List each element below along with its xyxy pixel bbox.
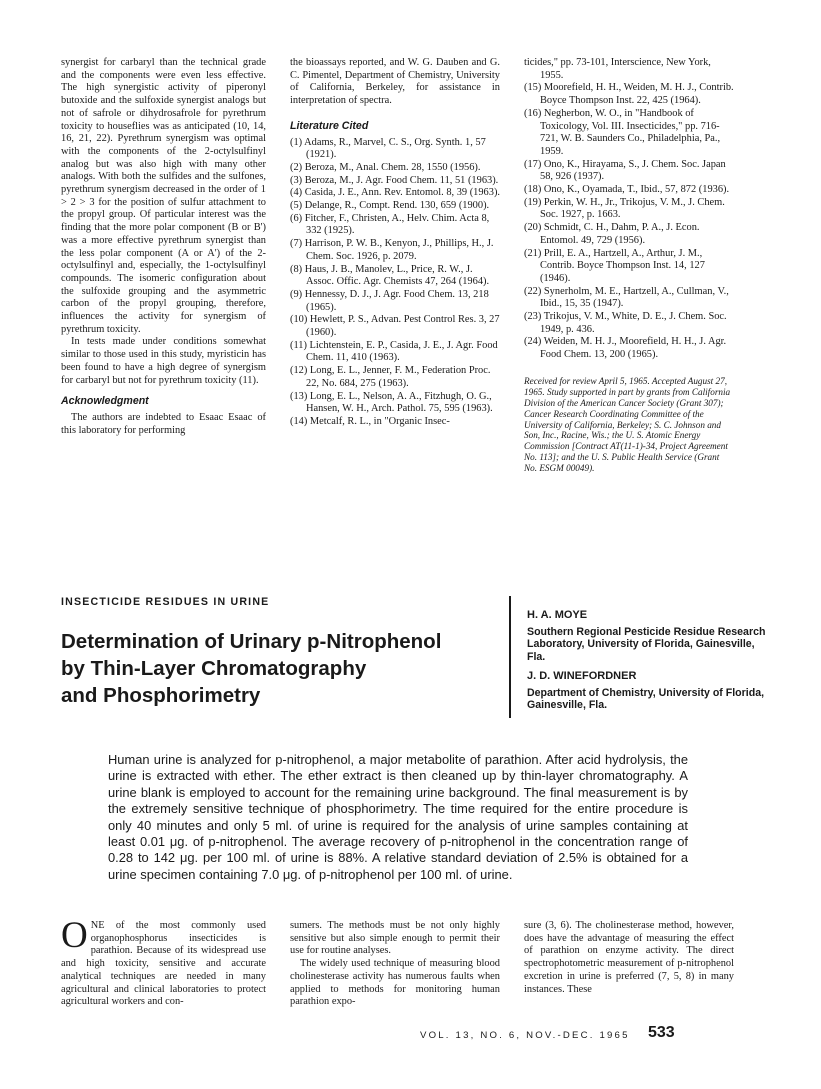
paragraph: The widely used technique of measuring blood cholinesterase activity has numerous faults when applied to methods for monitoring human parathion expo- [290, 958, 500, 1008]
title-line: Determination of Urinary p-Nitrophenol [61, 630, 442, 653]
body-column-1 [61, 915, 266, 1009]
title-line: and Phosphorimetry [61, 684, 261, 707]
paragraph: sure (3, 6). The cholinesterase method, however, does have the advantage of measuring the effect of parathion on enzyme activity. The direct spectrophotometric measurement of p-nitrophenol excretion in urine is preferred (7, 5, 8) in many instances. These [524, 920, 734, 995]
author-block [527, 609, 772, 719]
page-number: 533 [648, 1024, 675, 1041]
reference-list [290, 137, 500, 429]
reference-item: (2) Beroza, M., Anal. Chem. 28, 1550 (1956). [290, 161, 481, 173]
reference-item: (18) Ono, K., Oyamada, T., Ibid., 57, 872 (1936). [524, 184, 730, 196]
paragraph: sumers. The methods must be not only highly sensitive but also simple enough to permit their use for routine analyses. [290, 920, 500, 957]
reference-item: (8) Haus, J. B., Manolev, L., Price, R. W., J. Assoc. Offic. Agr. Chemists 47, 264 (1964). [290, 263, 490, 288]
body-column-2 [290, 920, 500, 1009]
reference-item: (23) Trikojus, V. M., White, D. E., J. Chem. Soc. 1949, p. 436. [524, 311, 727, 335]
reference-item: (20) Schmidt, C. H., Dahm, P. A., J. Econ. Entomol. 49, 729 (1956). [524, 222, 700, 246]
reference-item: (9) Hennessy, D. J., J. Agr. Food Chem. 13, 218 (1965). [290, 288, 489, 313]
journal-footer: VOL. 13, NO. 6, NOV.-DEC. 1965 [420, 1030, 630, 1041]
abstract: Human urine is analyzed for p-nitrophenol, a major metabolite of parathion. After acid hydrolysis, the urine is extracted with ether. The ether extract is then cleaned up by thin-layer chromatography. A urine blank is employed to account for the remaining urine background. The final measurement is by the extremely sensitive technique of phosphorimetry. The time required for the entire procedure is only 40 minutes and only 5 ml. of urine is required for the analysis of urine samples containing at least 0.01 μg. of p-nitrophenol. The average recovery of p-nitrophenol in the concentration range of 0.28 to 142 μg. per 100 ml. of urine is 88%. A relative standard deviation of 2.5% is obtained for a urine specimen containing 7.0 μg. of p-nitrophenol per 100 ml. of urine. [108, 752, 688, 882]
reference-item: ticides," pp. 73-101, Interscience, New York, 1955. [524, 57, 711, 81]
column-1 [61, 57, 266, 437]
paragraph: The authors are indebted to Esaac Esaac of this laboratory for performing [61, 411, 266, 436]
reference-item: (21) Prill, E. A., Hartzell, A., Arthur, J. M., Contrib. Boyce Thompson Inst. 14, 127 (1946). [524, 247, 705, 284]
column-2 [290, 57, 500, 429]
body-column-3 [524, 920, 734, 996]
drop-cap: O [61, 915, 88, 956]
reference-item: (6) Fitcher, F., Christen, A., Helv. Chim. Acta 8, 332 (1925). [290, 212, 490, 237]
reference-item: (16) Negherbon, W. O., in "Handbook of Toxicology, Vol. III. Insecticides," pp. 716-721, W. B. Saunders Co., Philadelphia, Pa., 1959. [524, 107, 721, 157]
author-name: J. D. WINEFORDNER [527, 670, 637, 682]
acknowledgment-heading: Acknowledgment [61, 395, 149, 408]
reference-item: (13) Long, E. L., Nelson, A. A., Fitzhugh, O. G., Hansen, W. H., Arch. Pathol. 75, 595 (1963). [290, 390, 493, 415]
reference-item: (4) Casida, J. E., Ann. Rev. Entomol. 8, 39 (1963). [290, 187, 501, 199]
reference-item: (15) Moorefield, H. H., Weiden, M. H. J., Contrib. Boyce Thompson Inst. 22, 425 (1964). [524, 82, 734, 107]
author-affiliation: Department of Chemistry, University of Florida, Gainesville, Fla. [527, 686, 765, 711]
received-note: Received for review April 5, 1965. Accepted August 27, 1965. Study supported in part by grants from California Division of the American Cancer Society (Grant 307); Cancer Research Coordinating Committee of the University of California, Berkeley; S. C. Johnson and Son, Inc., Racine, Wis.; the U. S. Atomic Energy Commission [Contract AT(11-1)-34, Project Agreement No. 113]; and the U. S. Public Health Service (Grant No. ESGM 00049). [524, 375, 731, 474]
reference-item: (3) Beroza, M., J. Agr. Food Chem. 11, 51 (1963). [290, 174, 499, 186]
reference-item: (17) Ono, K., Hirayama, S., J. Chem. Soc. Japan 58, 926 (1937). [524, 158, 726, 183]
author-name: H. A. MOYE [527, 609, 588, 621]
vertical-divider [509, 596, 511, 718]
title-line: by Thin-Layer Chromatography [61, 657, 367, 680]
paragraph: In tests made under conditions somewhat similar to those used in this study, myristicin has been found to have a high degree of synergism for carbaryl but not for pyrethrum toxicity (11). [61, 336, 266, 386]
paragraph [61, 915, 266, 1009]
paragraph: the bioassays reported, and W. G. Dauben and G. C. Pimentel, Department of Chemistry, University of California, Berkeley, for assistance in interpretation of spectra. [290, 57, 500, 107]
reference-item: (10) Hewlett, P. S., Advan. Pest Control Res. 3, 27 (1960). [290, 314, 500, 339]
author-affiliation: Southern Regional Pesticide Residue Research Laboratory, University of Florida, Gainesville, Fla. [527, 625, 766, 663]
reference-item: (1) Adams, R., Marvel, C. S., Org. Synth. 1, 57 (1921). [290, 136, 486, 161]
section-tag: INSECTICIDE RESIDUES IN URINE [61, 596, 270, 608]
reference-item: (11) Lichtenstein, E. P., Casida, J. E., J. Agr. Food Chem. 11, 410 (1963). [290, 339, 498, 364]
reference-item: (12) Long, E. L., Jenner, F. M., Federation Proc. 22, No. 684, 275 (1963). [290, 365, 491, 389]
reference-item: (7) Harrison, P. W. B., Kenyon, J., Phillips, H., J. Chem. Soc. 1926, p. 2079. [290, 238, 494, 262]
reference-item: (14) Metcalf, R. L., in "Organic Insec- [290, 415, 450, 427]
reference-item: (24) Weiden, M. H. J., Moorefield, H. H., J. Agr. Food Chem. 13, 200 (1965). [524, 336, 727, 361]
article-title [61, 628, 491, 709]
column-3 [524, 57, 734, 474]
reference-item: (19) Perkin, W. H., Jr., Trikojus, V. M., J. Chem. Soc. 1927, p. 1663. [524, 196, 725, 221]
reference-item: (5) Delange, R., Compt. Rend. 130, 659 (1900). [290, 200, 490, 212]
paragraph-text: NE of the most commonly used organophosphorus insecticides is parathion. Because of its widespread use and high toxicity, sensitive and accurate analytical techniques are needed in many agricultural and clinical laboratories to protect agricultural workers and con- [61, 920, 266, 1008]
paragraph: synergist for carbaryl than the technical grade and the components were even less effective. The high synergistic activity of piperonyl butoxide and the sulfoxide synergist analogs but not of safrole or dihydrosafrole for pyrethrum toxicity to houseflies was as anticipated (10, 14, 16, 21, 22). Pyrethrum synergism was optimal with the components of the 2-octylsulfinyl analog but was also high with many other analogs. With both the sulfides and the sulfones, pyrethrum synergism decreased in the order of 1 > 2 > 3 for the position of sulfur attachment to the propyl group. Of particular interest was the finding that the more polar component (B or B') was a more effective pyrethrum synergist than the less polar component (A or A') of the 2-octylsulfinyl and, especially, the 1-octylsulfinyl compounds. The isomeric configuration about the sulfoxide grouping and the asymmetric carbon of the propyl grouping, therefore, influences the activity for synergism of pyrethrum toxicity. [61, 57, 266, 335]
reference-item: (22) Synerholm, M. E., Hartzell, A., Cullman, V., Ibid., 15, 35 (1947). [524, 285, 729, 310]
literature-cited-heading: Literature Cited [290, 119, 369, 132]
reference-list [524, 57, 734, 362]
